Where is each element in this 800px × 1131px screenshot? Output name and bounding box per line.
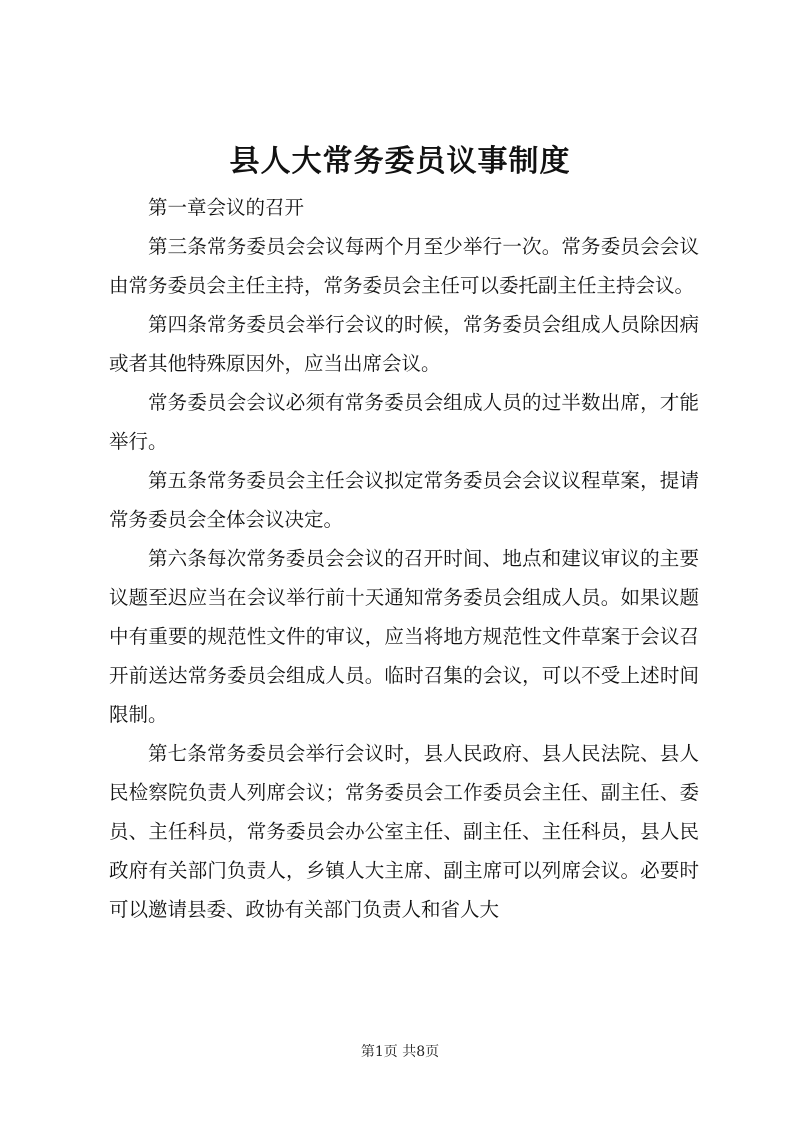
paragraph-article-4: 第四条常务委员会举行会议的时候，常务委员会组成人员除因病或者其他特殊原因外，应当出席会议。 <box>109 313 699 375</box>
paragraph-quorum: 常务委员会会议必须有常务委员会组成人员的过半数出席，才能举行。 <box>109 391 699 453</box>
chapter-heading: 第一章会议的召开 <box>148 196 305 219</box>
paragraph-article-3: 第三条常务委员会会议每两个月至少举行一次。常务委员会会议由常务委员会主任主持，常务委员会主任可以委托副主任主持会议。 <box>109 235 699 297</box>
document-title: 县人大常务委员议事制度 <box>229 144 571 179</box>
paragraph-article-5: 第五条常务委员会主任会议拟定常务委员会会议议程草案，提请常务委员会全体会议决定。 <box>109 469 699 531</box>
paragraph-article-7: 第七条常务委员会举行会议时，县人民政府、县人民法院、县人民检察院负责人列席会议；常务委员会工作委员会主任、副主任、委员、主任科员，常务委员会办公室主任、副主任、主任科员，县人民政府有关部门负责人，乡镇人大主席、副主席可以列席会议。必要时可以邀请县委、政协有关部门负责人和省人大 <box>109 742 699 921</box>
paragraph-article-6: 第六条每次常务委员会会议的召开时间、地点和建议审议的主要议题至迟应当在会议举行前十天通知常务委员会组成人员。如果议题中有重要的规范性文件的审议，应当将地方规范性文件草案于会议召开前送达常务委员会组成人员。临时召集的会议，可以不受上述时间限制。 <box>109 547 699 726</box>
document-body <box>109 188 699 929</box>
page-number-footer: 第1页 共8页 <box>360 1044 440 1060</box>
